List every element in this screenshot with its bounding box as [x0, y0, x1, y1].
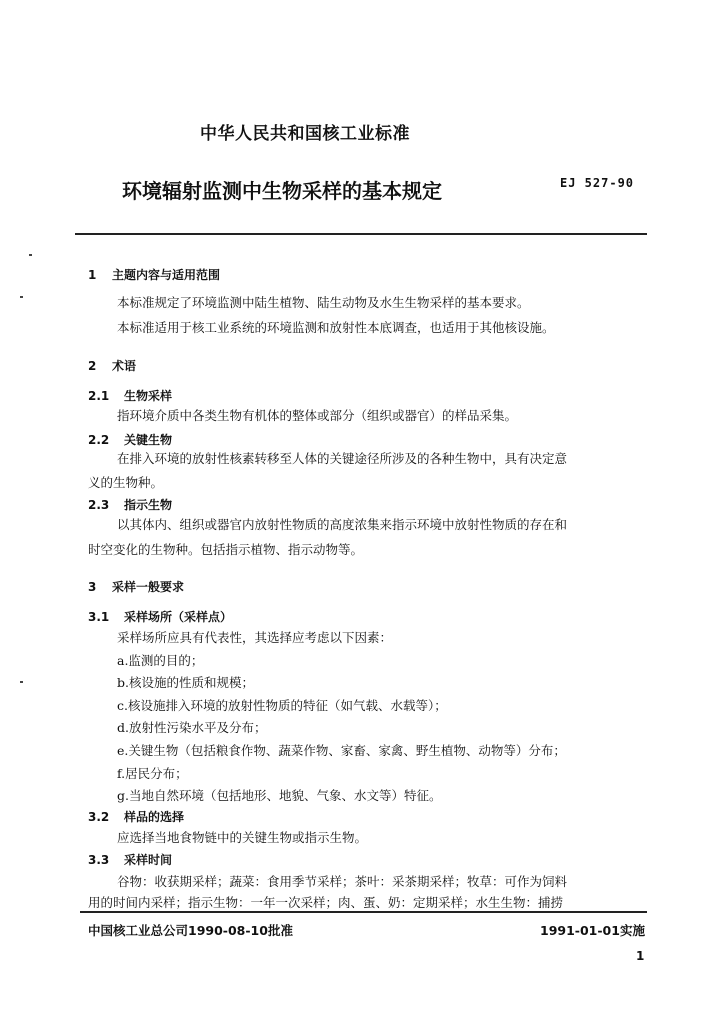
scan-speck: [29, 254, 32, 256]
section-3-heading: [88, 578, 184, 595]
subsection-2-2-heading: [88, 431, 172, 448]
paragraph: 以其体内、组织或器官内放射性物质的高度浓集来指示环境中放射性物质的存在和: [117, 517, 568, 532]
subsection-title: 采样场所（采样点）: [124, 610, 233, 624]
paragraph-continuation: 义的生物种。: [88, 475, 164, 490]
list-item: g.当地自然环境（包括地形、地貌、气象、水文等）特征。: [117, 788, 442, 803]
list-item: e.关键生物（包括粮食作物、蔬菜作物、家畜、家禽、野生植物、动物等）分布；: [117, 743, 566, 758]
subsection-number: 2.2: [88, 433, 110, 447]
subsection-title: 采样时间: [124, 853, 173, 867]
footer-divider: [80, 911, 647, 913]
scan-speck: [20, 681, 23, 683]
approval-line: 中国核工业总公司1990-08-10批准: [88, 923, 293, 938]
scan-speck: [20, 296, 23, 298]
section-title: 术语: [112, 359, 137, 373]
page-number: 1: [636, 949, 645, 963]
section-1-heading: [88, 266, 220, 283]
paragraph: 本标准适用于核工业系统的环境监测和放射性本底调查，也适用于其他核设施。: [117, 320, 555, 335]
subsection-title: 关键生物: [124, 433, 173, 447]
section-number: 2: [88, 359, 97, 373]
subsection-3-2-heading: [88, 808, 184, 825]
section-2-heading: [88, 357, 136, 374]
subsection-3-1-heading: [88, 608, 232, 625]
paragraph: 在排入环境的放射性核素转移至人体的关键途径所涉及的各种生物中，具有决定意: [117, 451, 568, 466]
list-item: b.核设施的性质和规模；: [117, 675, 254, 690]
paragraph: 本标准规定了环境监测中陆生植物、陆生动物及水生生物采样的基本要求。: [117, 295, 530, 310]
document-title: 环境辐射监测中生物采样的基本规定: [122, 179, 442, 203]
paragraph-continuation: 用的时间内采样；指示生物：一年一次采样；肉、蛋、奶：定期采样；水生生物：捕捞: [88, 895, 564, 910]
subsection-2-3-heading: [88, 496, 172, 513]
list-item: d.放射性污染水平及分布；: [117, 720, 267, 735]
subsection-number: 3.2: [88, 810, 110, 824]
paragraph: 谷物：收获期采样；蔬菜：食用季节采样；茶叶：采茶期采样；牧草：可作为饲料: [117, 874, 568, 889]
subsection-title: 样品的选择: [124, 810, 185, 824]
paragraph: 应选择当地食物链中的关键生物或指示生物。: [117, 830, 368, 845]
list-item: a.监测的目的；: [117, 653, 204, 668]
subsection-number: 2.1: [88, 389, 110, 403]
subsection-title: 指示生物: [124, 498, 173, 512]
list-item: c.核设施排入环境的放射性物质的特征（如气载、水载等）；: [117, 698, 447, 713]
standard-code: EJ 527-90: [560, 176, 635, 190]
section-number: 3: [88, 580, 97, 594]
subsection-number: 2.3: [88, 498, 110, 512]
implementation-date: 1991-01-01实施: [540, 923, 645, 938]
list-item: f.居民分布；: [117, 766, 188, 781]
header-divider: [75, 233, 647, 235]
paragraph: 指环境介质中各类生物有机体的整体或部分（组织或器官）的样品采集。: [117, 408, 518, 423]
subsection-number: 3.1: [88, 610, 110, 624]
section-title: 采样一般要求: [112, 580, 185, 594]
subsection-3-3-heading: [88, 851, 172, 868]
subsection-2-1-heading: [88, 387, 172, 404]
issuing-organization: 中华人民共和国核工业标准: [200, 124, 410, 144]
paragraph: 采样场所应具有代表性，其选择应考虑以下因素：: [117, 630, 393, 645]
subsection-number: 3.3: [88, 853, 110, 867]
subsection-title: 生物采样: [124, 389, 173, 403]
paragraph-continuation: 时空变化的生物种。包括指示植物、指示动物等。: [88, 542, 364, 557]
section-title: 主题内容与适用范围: [112, 268, 221, 282]
section-number: 1: [88, 268, 97, 282]
